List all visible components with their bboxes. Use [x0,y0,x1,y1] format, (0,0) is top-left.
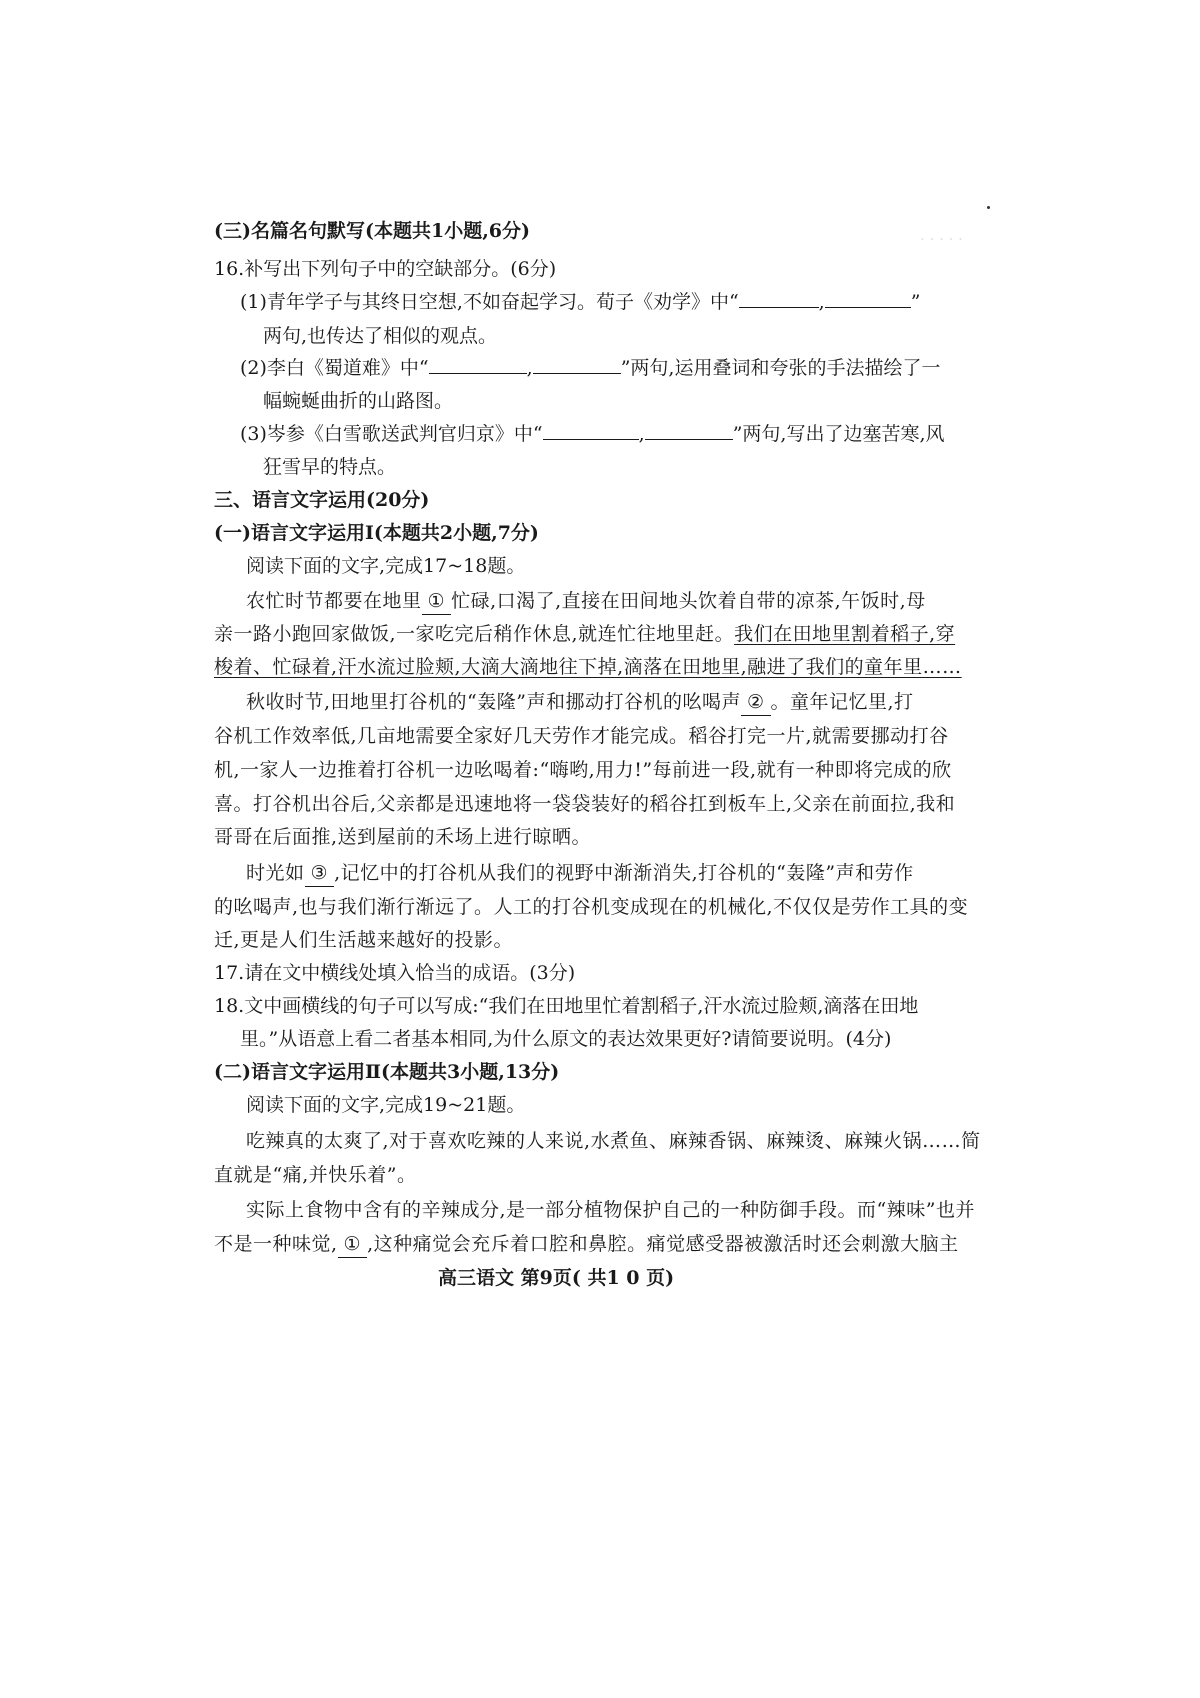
answer-blank[interactable] [739,289,819,308]
part3-title: 三、语言文字运用(20分) [214,489,430,511]
sub2-title: (二)语言文字运用Ⅱ(本题共3小题,13分) [214,1061,560,1083]
passage1-line11: 迁,更是人们生活越来越好的投影。 [214,929,514,951]
q18-cont: 里。”从语意上看二者基本相同,为什么原文的表达效果更好?请简要说明。(4分) [240,1028,892,1050]
passage2-line2: 直就是“痛,并快乐着”。 [214,1164,417,1186]
underlined-sentence: 我们在田地里割着稻子,穿 [734,623,956,645]
q16-part2: (2)李白《蜀道难》中“ , ”两句,运用叠词和夸张的手法描绘了一 [240,357,941,379]
answer-blank[interactable] [533,355,621,374]
answer-blank[interactable] [543,421,639,440]
passage1-line8: 哥哥在后面推,送到屋前的禾场上进行晾晒。 [214,826,592,848]
q18: 18.文中画横线的句子可以写成:“我们在田地里忙着割稻子,汗水流过脸颊,滴落在田地 [214,995,919,1017]
speck [987,206,990,209]
passage1-line9: 时光如 ③ ,记忆中的打谷机从我们的视野中渐渐消失,打谷机的“轰隆”声和劳作 [246,860,914,887]
page-footer: 高三语文 第9页( 共1 0 页) [438,1267,675,1289]
section3-title: (三)名篇名句默写(本题共1小题,6分) [214,220,531,242]
passage1-line7: 喜。打谷机出谷后,父亲都是迅速地将一袋袋装好的稻谷扛到板车上,父亲在前面拉,我和 [214,793,956,815]
passage2-line1: 吃辣真的太爽了,对于喜欢吃辣的人来说,水煮鱼、麻辣香锅、麻辣烫、麻辣火锅……简 [246,1130,981,1152]
blank-marker-3[interactable]: ③ [305,860,335,887]
blank-marker-2[interactable]: ② [741,689,771,716]
passage1-line5: 谷机工作效率低,几亩地需要全家好几天劳作才能完成。稻谷打完一片,就需要挪动打谷 [214,725,949,747]
q16-stem: 16.补写出下列句子中的空缺部分。(6分) [214,258,557,280]
q17: 17.请在文中横线处填入恰当的成语。(3分) [214,962,576,984]
passage1-line2: 亲一路小跑回家做饭,一家吃完后稍作休息,就连忙往地里赶。我们在田地里割着稻子,穿 [214,623,956,645]
passage1-line4: 秋收时节,田地里打谷机的“轰隆”声和挪动打谷机的吆喝声 ② 。童年记忆里,打 [246,689,914,716]
sub1-title: (一)语言文字运用Ⅰ(本题共2小题,7分) [214,522,539,544]
answer-blank[interactable] [645,421,733,440]
q16-part1: (1)青年学子与其终日空想,不如奋起学习。荀子《劝学》中“ , ” [240,291,921,313]
q16-part3-cont: 狂雪早的特点。 [263,456,397,478]
answer-blank[interactable] [825,289,911,308]
passage2-line3: 实际上食物中含有的辛辣成分,是一部分植物保护自己的一种防御手段。而“辣味”也并 [246,1199,975,1221]
q16-part2-cont: 幅蜿蜒曲折的山路图。 [263,390,454,412]
sub1-intro: 阅读下面的文字,完成17~18题。 [246,555,526,577]
bleed-through: · · · · · [920,230,963,248]
passage1-line6: 机,一家人一边推着打谷机一边吆喝着:“嗨哟,用力!”每前进一段,就有一种即将完成的欣 [214,759,952,781]
answer-blank[interactable] [429,355,527,374]
passage2-line4: 不是一种味觉, ① ,这种痛觉会充斥着口腔和鼻腔。痛觉感受器被激活时还会刺激大脑主 [214,1231,959,1258]
blank-marker-1[interactable]: ① [422,588,452,615]
sub2-intro: 阅读下面的文字,完成19~21题。 [246,1094,526,1116]
q16-part1-cont: 两句,也传达了相似的观点。 [263,325,498,347]
passage1-line10: 的吆喝声,也与我们渐行渐远了。人工的打谷机变成现在的机械化,不仅仅是劳作工具的变 [214,896,969,918]
q16-part3: (3)岑参《白雪歌送武判官归京》中“ , ”两句,写出了边塞苦寒,风 [240,423,945,445]
passage1-line1: 农忙时节都要在地里 ① 忙碌,口渴了,直接在田间地头饮着自带的凉茶,午饭时,母 [246,588,926,615]
blank-marker-1b[interactable]: ① [338,1231,368,1258]
underlined-sentence-cont: 梭着、忙碌着,汗水流过脸颊,大滴大滴地往下掉,滴落在田地里,融进了我们的童年里…… [214,656,962,678]
